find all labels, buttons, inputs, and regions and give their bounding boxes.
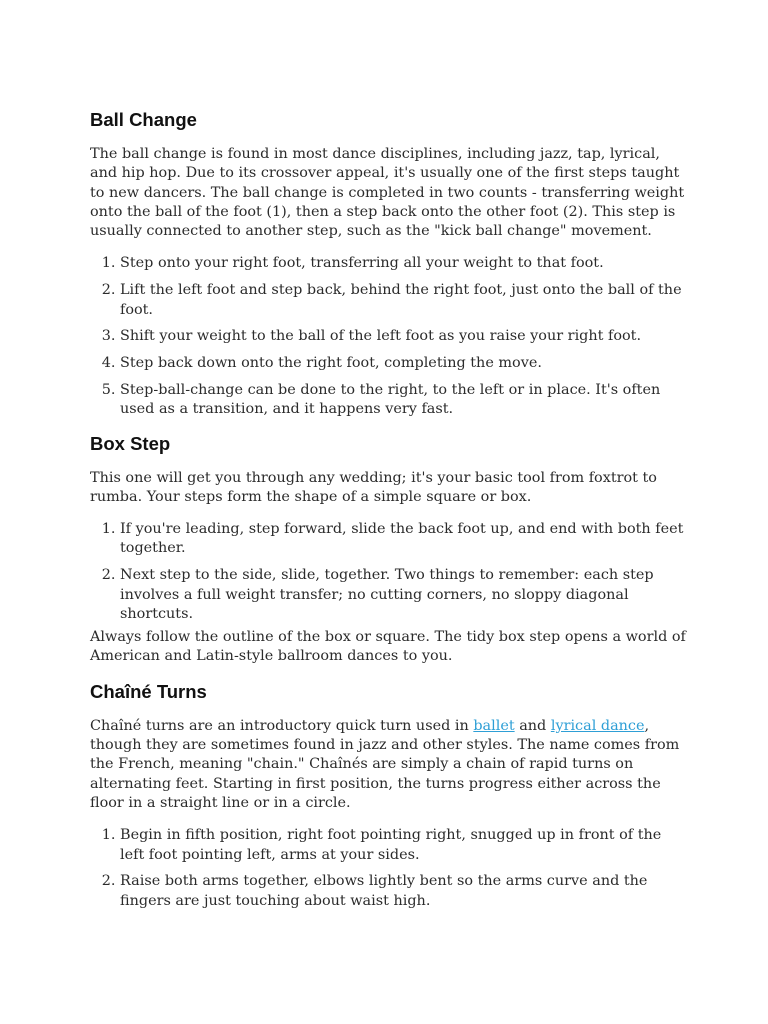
section-intro: This one will get you through any wedding; it's your basic tool from foxtrot to rumba. Your steps form the shape of a simple square or box. (90, 469, 657, 505)
section-heading: Box Step (90, 432, 171, 454)
intro-text: , though they are sometimes found in jazz and other styles. The name comes from the French, meaning "chain." Chaînés are simply a chain of rapid turns on alternating feet. Starting in first position, the turns progress either across the floor in a straight line or in a circle. (90, 717, 680, 811)
list-item: 4. Step back down onto the right foot, completing the move. (120, 354, 688, 373)
section-ball-change (90, 108, 688, 420)
list-item: 1. Step onto your right foot, transferring all your weight to that foot. (120, 254, 688, 273)
section-heading: Chaîné Turns (90, 680, 207, 702)
list-item: 2. Raise both arms together, elbows lightly bent so the arms curve and the fingers are just touching about waist high. (120, 872, 688, 911)
section-chaine-turns (90, 680, 688, 911)
steps-list (90, 520, 688, 624)
steps-list (90, 826, 688, 911)
lyrical-dance-link[interactable]: lyrical dance (550, 717, 645, 734)
section-intro (90, 717, 688, 813)
list-item: 2. Next step to the side, slide, together. Two things to remember: each step involves a full weight transfer; no cutting corners, no sloppy diagonal shortcuts. (120, 566, 688, 624)
list-item: 5. Step-ball-change can be done to the right, to the left or in place. It's often used as a transition, and it happens very fast. (120, 381, 688, 420)
intro-text: and (514, 717, 551, 734)
list-item: 2. Lift the left foot and step back, behind the right foot, just onto the ball of the foot. (120, 281, 688, 320)
steps-list (90, 254, 688, 419)
section-intro: The ball change is found in most dance disciplines, including jazz, tap, lyrical, and hip hop. Due to its crossover appeal, it's usually one of the first steps taught to new dancers. The ball change is completed in two counts - transferring weight onto the ball of the foot (1), then a step back onto the other foot (2). This step is usually connected to another step, such as the "kick ball change" movement. (90, 146, 685, 240)
section-heading: Ball Change (90, 109, 197, 130)
list-item: 3. Shift your weight to the ball of the left foot as you raise your right foot. (120, 327, 688, 346)
ballet-link[interactable]: ballet (473, 717, 515, 734)
list-item: 1. If you're leading, step forward, slide the back foot up, and end with both feet together. (120, 520, 688, 559)
list-item: 1. Begin in fifth position, right foot pointing right, snugged up in front of the left foot pointing left, arms at your sides. (120, 826, 688, 865)
section-box-step (90, 432, 688, 667)
section-outro: Always follow the outline of the box or square. The tidy box step opens a world of American and Latin-style ballroom dances to you. (90, 629, 686, 665)
intro-text: Chaîné turns are an introductory quick turn used in (90, 717, 474, 734)
